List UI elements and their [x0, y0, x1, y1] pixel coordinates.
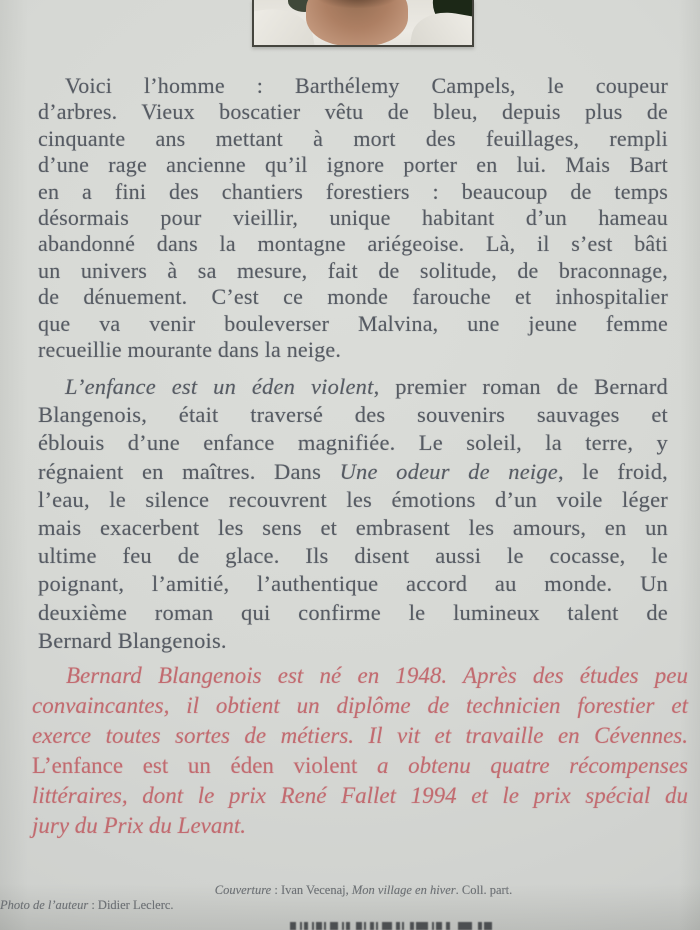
- text-line: [0, 898, 700, 913]
- text-segment: L’enfance est un éden violent: [65, 374, 374, 399]
- text-line: [38, 258, 668, 284]
- text-segment: Bernard Blangenois.: [38, 627, 227, 653]
- text-segment: : Ivan Vecenaj,: [271, 883, 352, 897]
- text-line: [38, 99, 668, 125]
- text-segment: ultime feu de glace. Ils disent aussi le cocasse, le: [38, 543, 668, 569]
- text-line: [38, 152, 668, 178]
- barcode-bar: [316, 922, 322, 930]
- text-line: [38, 373, 668, 401]
- text-line: [38, 311, 668, 337]
- text-segment: Couverture: [214, 883, 272, 897]
- text-line: [38, 231, 668, 257]
- text-segment: régnaient en maîtres. Dans: [38, 458, 340, 484]
- text-segment: . Coll. part.: [455, 883, 513, 897]
- text-line: [32, 751, 688, 781]
- barcode-bar: [458, 922, 472, 930]
- text-line: [0, 883, 700, 898]
- text-segment: Voici l’homme : Barthélemy Campels, le coupeur: [65, 73, 668, 98]
- text-line: [38, 401, 668, 429]
- text-line: [32, 721, 688, 751]
- text-line: [38, 486, 668, 514]
- text-segment: , premier roman de Bernard: [373, 374, 668, 399]
- text-line: [32, 811, 688, 841]
- text-segment: poignant, l’amitié, l’authentique accord au monde. Un: [38, 571, 668, 597]
- text-line: [38, 542, 668, 570]
- text-segment: de dénuement. C’est ce monde farouche et inhospitalier: [38, 284, 668, 310]
- text-line: [32, 781, 688, 811]
- barcode-bar: [312, 922, 314, 930]
- text-segment: éblouis d’une enfance magnifiée. Le soleil, la terre, y: [38, 430, 668, 456]
- barcode-bar: [410, 922, 414, 930]
- barcode-bar: [300, 922, 302, 930]
- text-line: [32, 691, 688, 721]
- author-photo: [252, 0, 474, 47]
- text-line: [38, 284, 668, 310]
- barcode-bar: [324, 922, 326, 930]
- text-line: [38, 429, 668, 457]
- text-segment: désormais pour vieillir, unique habitant d’un hameau: [38, 204, 668, 230]
- text-segment: que va venir bouleverser Malvina, une jeune femme: [38, 310, 668, 336]
- barcode-bar: [382, 922, 392, 930]
- barcode-bar: [370, 922, 374, 930]
- text-line: [38, 514, 668, 542]
- barcode: [290, 922, 502, 930]
- text-line: [38, 599, 668, 627]
- text-segment: Photo de l’auteur: [0, 898, 89, 912]
- barcode-bar: [342, 922, 344, 930]
- barcode-bar: [364, 922, 366, 930]
- text-line: [38, 126, 668, 152]
- text-line: [38, 73, 668, 99]
- text-segment: convaincantes, il obtient un diplôme de technicien forestier et: [32, 693, 688, 718]
- text-line: [38, 570, 668, 598]
- text-segment: abandonné dans la montagne ariégeoise. Là, il s’est bâti: [38, 231, 668, 257]
- text-line: [38, 627, 668, 655]
- text-segment: en a fini des chantiers forestiers : beaucoup de temps: [38, 178, 668, 204]
- barcode-bar: [416, 922, 428, 930]
- text-segment: Bernard Blangenois est né en 1948. Après des études peu: [66, 663, 688, 688]
- barcode-bar: [446, 922, 450, 930]
- barcode-bar: [478, 922, 482, 930]
- text-segment: Une odeur de neige: [339, 458, 558, 484]
- paragraph-synopsis: [38, 73, 668, 363]
- barcode-bar: [432, 922, 434, 930]
- text-segment: littéraires, dont le prix René Fallet 1994 et le prix spécial du: [32, 783, 688, 808]
- barcode-bar: [346, 922, 350, 930]
- barcode-bar: [402, 922, 404, 930]
- text-segment: deuxième roman qui confirme le lumineux talent de: [38, 599, 668, 625]
- paragraph-review: [38, 373, 668, 655]
- text-line: [38, 458, 668, 486]
- text-line: [38, 179, 668, 205]
- text-segment: exerce toutes sortes de métiers. Il vit et travaille en Cévennes.: [32, 723, 688, 748]
- text-segment: : Didier Leclerc.: [88, 898, 174, 912]
- text-segment: recueillie mourante dans la neige.: [38, 336, 342, 362]
- text-segment: mais exacerbent les sens et embrasent les amours, en un: [38, 514, 668, 540]
- barcode-bar: [396, 922, 400, 930]
- text-segment: d’une rage ancienne qu’il ignore porter en lui. Mais Bart: [38, 152, 668, 178]
- text-segment: cinquante ans mettant à mort des feuillages, rempli: [38, 125, 668, 151]
- text-segment: jury du Prix du Levant.: [32, 813, 246, 838]
- barcode-bar: [290, 922, 296, 930]
- barcode-bar: [484, 922, 492, 930]
- text-segment: Mon village en hiver: [351, 883, 456, 897]
- text-segment: un univers à sa mesure, fait de solitude, de braconnage,: [38, 257, 668, 283]
- barcode-bar: [436, 922, 442, 930]
- text-segment: a obtenu quatre récompenses: [357, 753, 688, 778]
- text-segment: L’enfance est un éden violent: [32, 753, 358, 778]
- barcode-bar: [356, 922, 362, 930]
- text-segment: l’eau, le silence recouvrent les émotions d’un voile léger: [38, 486, 668, 512]
- paragraph-author-bio: [32, 661, 688, 841]
- text-line: [38, 337, 668, 363]
- text-segment: d’arbres. Vieux boscatier vêtu de bleu, depuis plus de: [38, 99, 668, 125]
- credits-block: [0, 883, 700, 913]
- text-segment: , le froid,: [558, 458, 668, 484]
- text-segment: Blangenois, était traversé des souvenirs sauvages et: [38, 402, 668, 428]
- text-line: [38, 205, 668, 231]
- text-line: [32, 661, 688, 691]
- barcode-bar: [330, 922, 338, 930]
- barcode-bar: [304, 922, 308, 930]
- barcode-bar: [376, 922, 378, 930]
